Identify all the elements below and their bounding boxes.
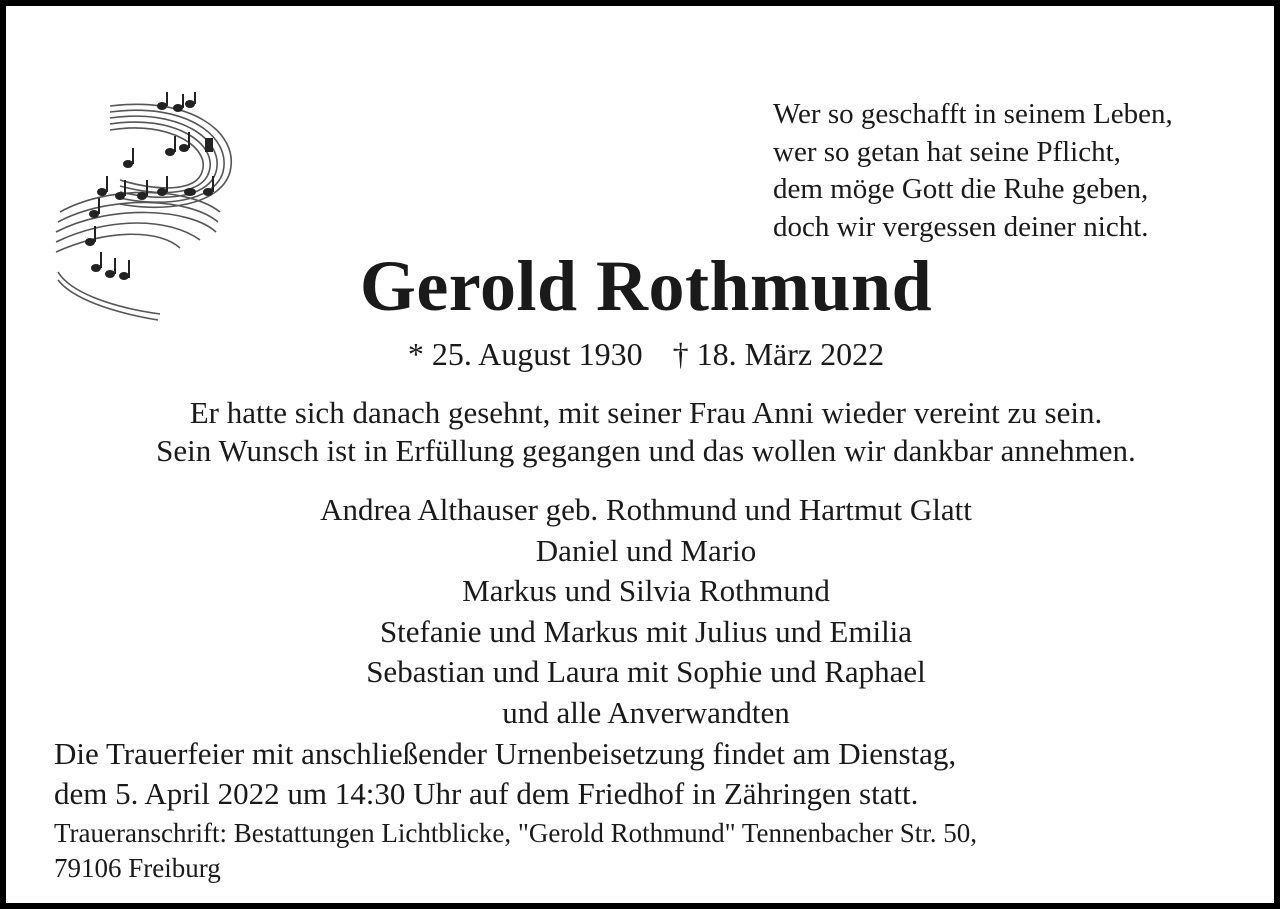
mourner-line: Daniel und Mario: [535, 532, 757, 568]
memorial-message: [6, 394, 1280, 470]
message-line: Er hatte sich danach gesehnt, mit seiner Frau Anni wieder vereint zu sein.: [189, 395, 1103, 430]
mourner-line: Sebastian und Laura mit Sophie und Raphael: [366, 654, 926, 689]
mourner-line: Markus und Silvia Rothmund: [462, 573, 830, 608]
deceased-name: Gerold Rothmund: [359, 246, 933, 326]
service-line: dem 5. April 2022 um 14:30 Uhr auf dem Friedhof in Zähringen statt.: [54, 776, 919, 811]
service-line: Die Trauerfeier mit anschließender Urnenbeisetzung findet am Dienstag,: [54, 736, 957, 771]
address-line: 79106 Freiburg: [54, 853, 221, 883]
life-dates: [6, 334, 1280, 374]
poem-line: doch wir vergessen deiner nicht.: [773, 210, 1149, 243]
poem-line: Wer so geschafft in seinem Leben,: [773, 98, 1173, 130]
address-line: Traueranschrift: Bestattungen Lichtblicke, "Gerold Rothmund" Tennenbacher Str. 50,: [54, 818, 977, 848]
death-date: † 18. März 2022: [672, 336, 885, 372]
mourning-address: [54, 816, 977, 886]
message-line: Sein Wunsch ist in Erfüllung gegangen und das wollen wir dankbar annehmen.: [156, 433, 1136, 468]
birth-date: * 25. August 1930: [407, 336, 643, 372]
mourners-list: [6, 490, 1280, 733]
mourner-line: Andrea Althauser geb. Rothmund und Hartmut Glatt: [320, 492, 972, 527]
funeral-service-info: [54, 734, 956, 814]
poem-line: dem möge Gott die Ruhe geben,: [773, 173, 1149, 205]
poem-line: wer so getan hat seine Pflicht,: [773, 135, 1121, 168]
mourner-line: und alle Anverwandten: [502, 694, 790, 730]
mourner-line: Stefanie und Markus mit Julius und Emilia: [379, 613, 913, 649]
poem: [773, 96, 1253, 246]
